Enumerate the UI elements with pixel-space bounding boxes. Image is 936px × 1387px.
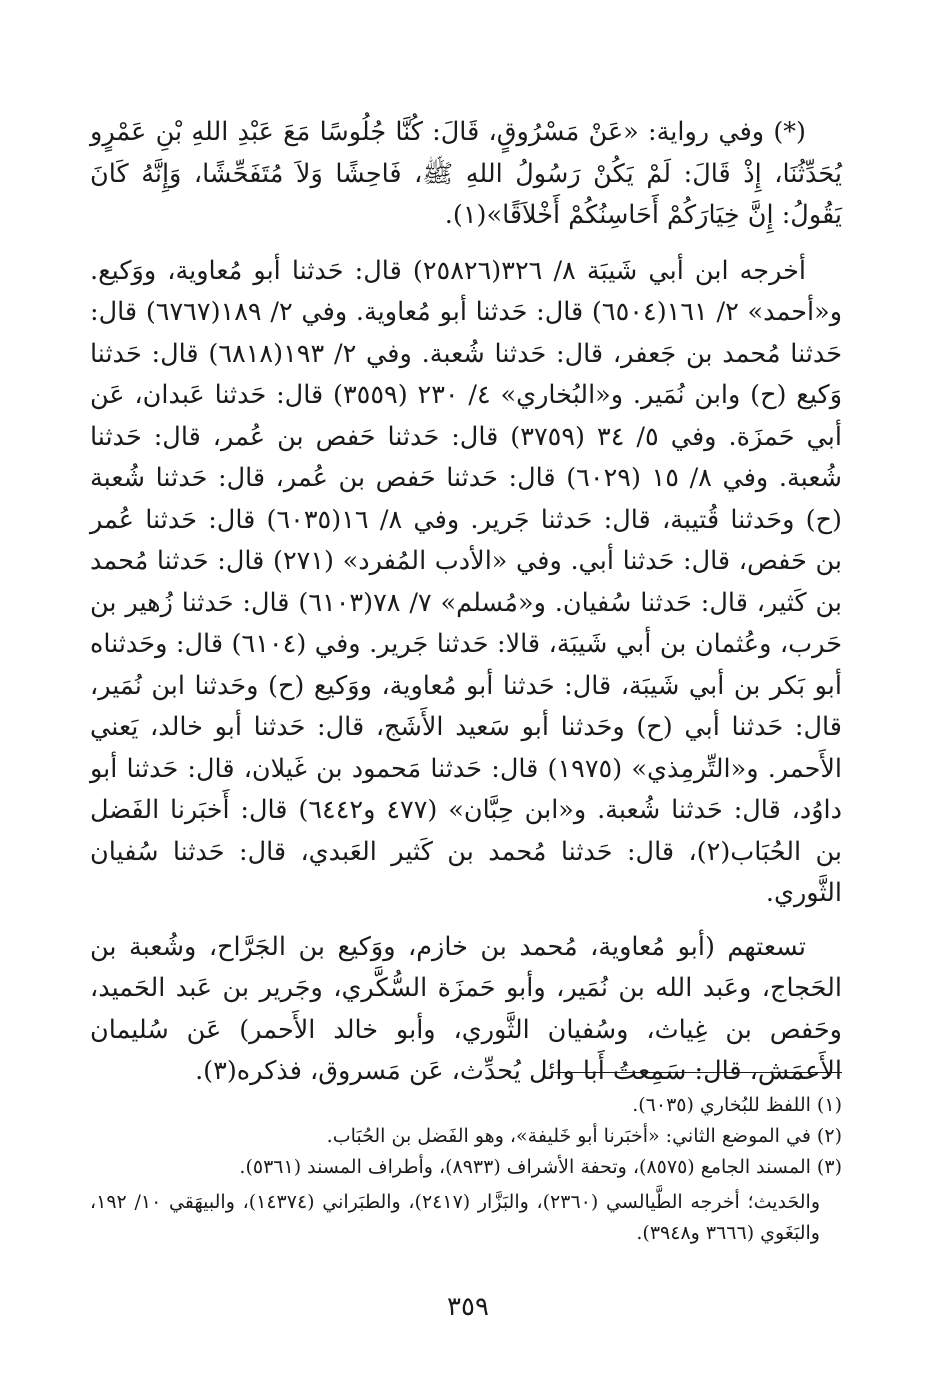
takhrij-paragraph (90, 251, 842, 915)
summary-paragraph (90, 927, 842, 1093)
footnote-2: (٢) في الموضع الثاني: «أخبَرنا أبو خَليفة»، وهو الفَضل بن الحُبَاب. (326, 1125, 842, 1147)
takhrij-text: أخرجه ابن أبي شَيبَة ٨/ ٣٢٦(٢٥٨٢٦) قال: حَدثنا أبو مُعاوية، ووَكيع. و«أحمد» ٢/ ١٦١(٦٥٠٤) قال: حَدثنا أبو مُعاوية. وفي ٢/ ١٨٩(٦٧٦٧) قال: حَدثنا مُحمد بن جَعفر، قال: حَدثنا شُعبة. وفي ٢/ ١٩٣(٦٨١٨) قال: حَدثنا وَكيع (ح) وابن نُمَير. و«البُخاري» ٤/ ٢٣٠ (٣٥٥٩) قال: حَدثنا عَبدان، عَن أبي حَمزَة. وفي ٥/ ٣٤ (٣٧٥٩) قال: حَدثنا حَفص بن عُمر، قال: حَدثنا شُعبة. وفي ٨/ ١٥ (٦٠٢٩) قال: حَدثنا حَفص بن عُمر، قال: حَدثنا شُعبة (ح) وحَدثنا قُتيبة، قال: حَدثنا جَرير. وفي ٨/ ١٦(٦٠٣٥) قال: حَدثنا عُمر بن حَفص، قال: حَدثنا أبي. وفي «الأدب المُفرد» (٢٧١) قال: حَدثنا مُحمد بن كَثير، قال: حَدثنا سُفيان. و«مُسلم» ٧/ ٧٨(٦١٠٣) قال: حَدثنا زُهير بن حَرب، وعُثمان بن أبي شَيبَة، قالا: حَدثنا جَرير. وفي (٦١٠٤) قال: وحَدثناه أبو بَكر بن أبي شَيبَة، قال: حَدثنا أبو مُعاوية، ووَكيع (ح) وحَدثنا ابن نُمَير، قال: حَدثنا أبي (ح) وحَدثنا أبو سَعيد الأَشَج، قال: حَدثنا أبو خالد، يَعني الأَحمر. و«التِّرمِذي» (١٩٧٥) قال: حَدثنا مَحمود بن غَيلان، قال: حَدثنا أبو داوُد، قال: حَدثنا شُعبة. و«ابن حِبَّان» (٤٧٧ و٦٤٤٢) قال: أَخبَرنا الفَضل بن الحُبَاب(٢)، قال: حَدثنا مُحمد بن كَثير العَبدي، قال: حَدثنا سُفيان الثَّوري. (90, 255, 843, 908)
hadith-paragraph (90, 112, 842, 237)
summary-text: تسعتهم (أبو مُعاوية، مُحمد بن خازم، ووَكيع بن الجَرَّاح، وشُعبة بن الحَجاج، وعَبد الله بن نُمَير، وأبو حَمزَة السُّكَّري، وجَرير بن عَبد الحَميد، وحَفص بن غِياث، وسُفيان الثَّوري، وأبو خالد الأَحمر) عَن سُليمان الأَعمَش، قال: سَمِعتُ أَبا وائل يُحدِّث، عَن مَسروق، فذكره(٣). (90, 931, 842, 1086)
footnote-divider (552, 1072, 842, 1073)
main-text (90, 112, 842, 1093)
footnotes (90, 1090, 842, 1249)
footnote-3: (٣) المسند الجامع (٨٥٧٥)، وتحفة الأشراف (٨٩٣٣)، وأطراف المسند (٥٣٦١). (239, 1156, 842, 1178)
footnote-1: (١) اللفظ للبُخاري (٦٠٣٥). (632, 1094, 842, 1116)
footnote-3-continuation: والحَديث؛ أخرجه الطَّيالسي (٢٣٦٠)، والبَزَّار (٢٤١٧)، والطبَراني (١٤٣٧٤)، والبيهَقي ١٠/ ١٩٢، والبَغَوي (٣٦٦٦ و٣٩٤٨). (90, 1191, 820, 1244)
hadith-text: (*) وفي رواية: «عَنْ مَسْرُوقٍ، قَالَ: كُنَّا جُلُوسًا مَعَ عَبْدِ اللهِ بْنِ عَمْرٍو يُحَدِّثُنَا، إِذْ قَالَ: لَمْ يَكُنْ رَسُولُ اللهِ ﷺ، فَاحِشًا وَلاَ مُتَفَحِّشًا، وَإِنَّهُ كَانَ يَقُولُ: إِنَّ خِيَارَكُمْ أَحَاسِنُكُمْ أَخْلاَقًا»(١). (90, 117, 842, 230)
page-number: ٣٥٩ (447, 1292, 489, 1322)
